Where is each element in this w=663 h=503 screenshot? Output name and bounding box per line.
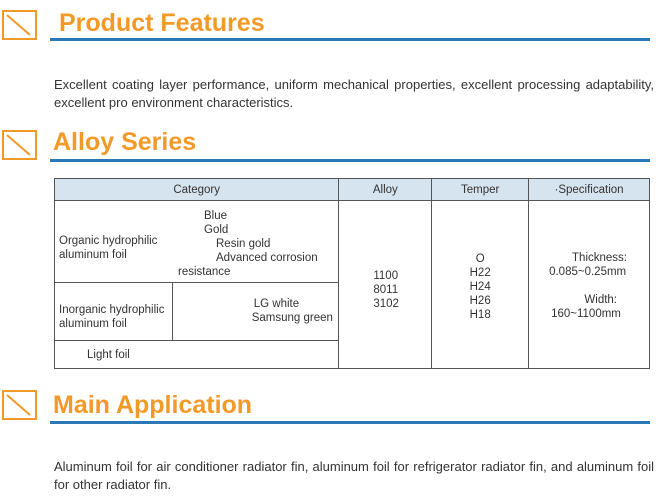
organic-cell	[55, 201, 339, 283]
specification-cell	[529, 201, 650, 369]
table-row	[55, 201, 650, 283]
alloy-value: 8011	[373, 283, 399, 296]
corner-arrow-icon	[2, 10, 37, 40]
application-body: Aluminum foil for air conditioner radiator fin, aluminum foil for refrigerator radiator fin, and aluminum foil for other radiator fin.	[54, 459, 654, 492]
inorganic-label-cell	[55, 283, 173, 341]
light-foil-cell	[55, 341, 339, 369]
corner-arrow-icon	[2, 130, 37, 160]
organic-option: Advanced corrosion	[216, 252, 318, 264]
organic-option: Gold	[204, 224, 229, 236]
inorganic-options-cell	[172, 283, 339, 341]
temper-values-cell	[432, 201, 529, 369]
organic-option: resistance	[178, 266, 231, 278]
temper-value: H24	[469, 280, 491, 293]
temper-value: H18	[469, 308, 491, 321]
alloy-table	[54, 178, 650, 369]
temper-value: O	[475, 252, 485, 265]
features-body: Excellent coating layer performance, uniform mechanical properties, excellent processing adaptability, excellent pro environment characteristics.	[54, 77, 654, 110]
alloy-title: Alloy Series	[53, 128, 197, 156]
header-category: Category	[55, 179, 339, 201]
alloy-value: 1100	[373, 269, 399, 282]
header-specification: ·Specification	[529, 179, 650, 201]
thickness-label: Thickness:	[572, 252, 627, 264]
light-foil-label: Light foil	[87, 348, 130, 361]
section-rule	[50, 159, 650, 162]
features-title: Product Features	[59, 9, 265, 37]
inorganic-label: Inorganic hydrophilic aluminum foil	[59, 304, 165, 330]
section-rule	[50, 421, 650, 424]
organic-label: Organic hydrophilic aluminum foil	[59, 235, 158, 261]
table-header-row	[55, 179, 650, 201]
alloy-value: 3102	[373, 297, 399, 310]
thickness-value: 0.085~0.25mm	[549, 266, 627, 278]
temper-value: H22	[469, 266, 491, 279]
width-label: Width:	[584, 294, 617, 306]
application-title: Main Application	[53, 391, 253, 419]
organic-option: Blue	[204, 210, 228, 222]
organic-option: Resin gold	[216, 238, 271, 250]
inorganic-option: LG white	[253, 298, 300, 310]
section-rule	[50, 38, 650, 41]
header-alloy: Alloy	[339, 179, 432, 201]
header-temper: Temper	[432, 179, 529, 201]
corner-arrow-icon	[2, 390, 37, 420]
temper-value: H26	[469, 294, 491, 307]
width-value: 160~1100mm	[551, 308, 621, 320]
alloy-values-cell	[339, 201, 432, 369]
inorganic-option: Samsung green	[251, 312, 333, 324]
